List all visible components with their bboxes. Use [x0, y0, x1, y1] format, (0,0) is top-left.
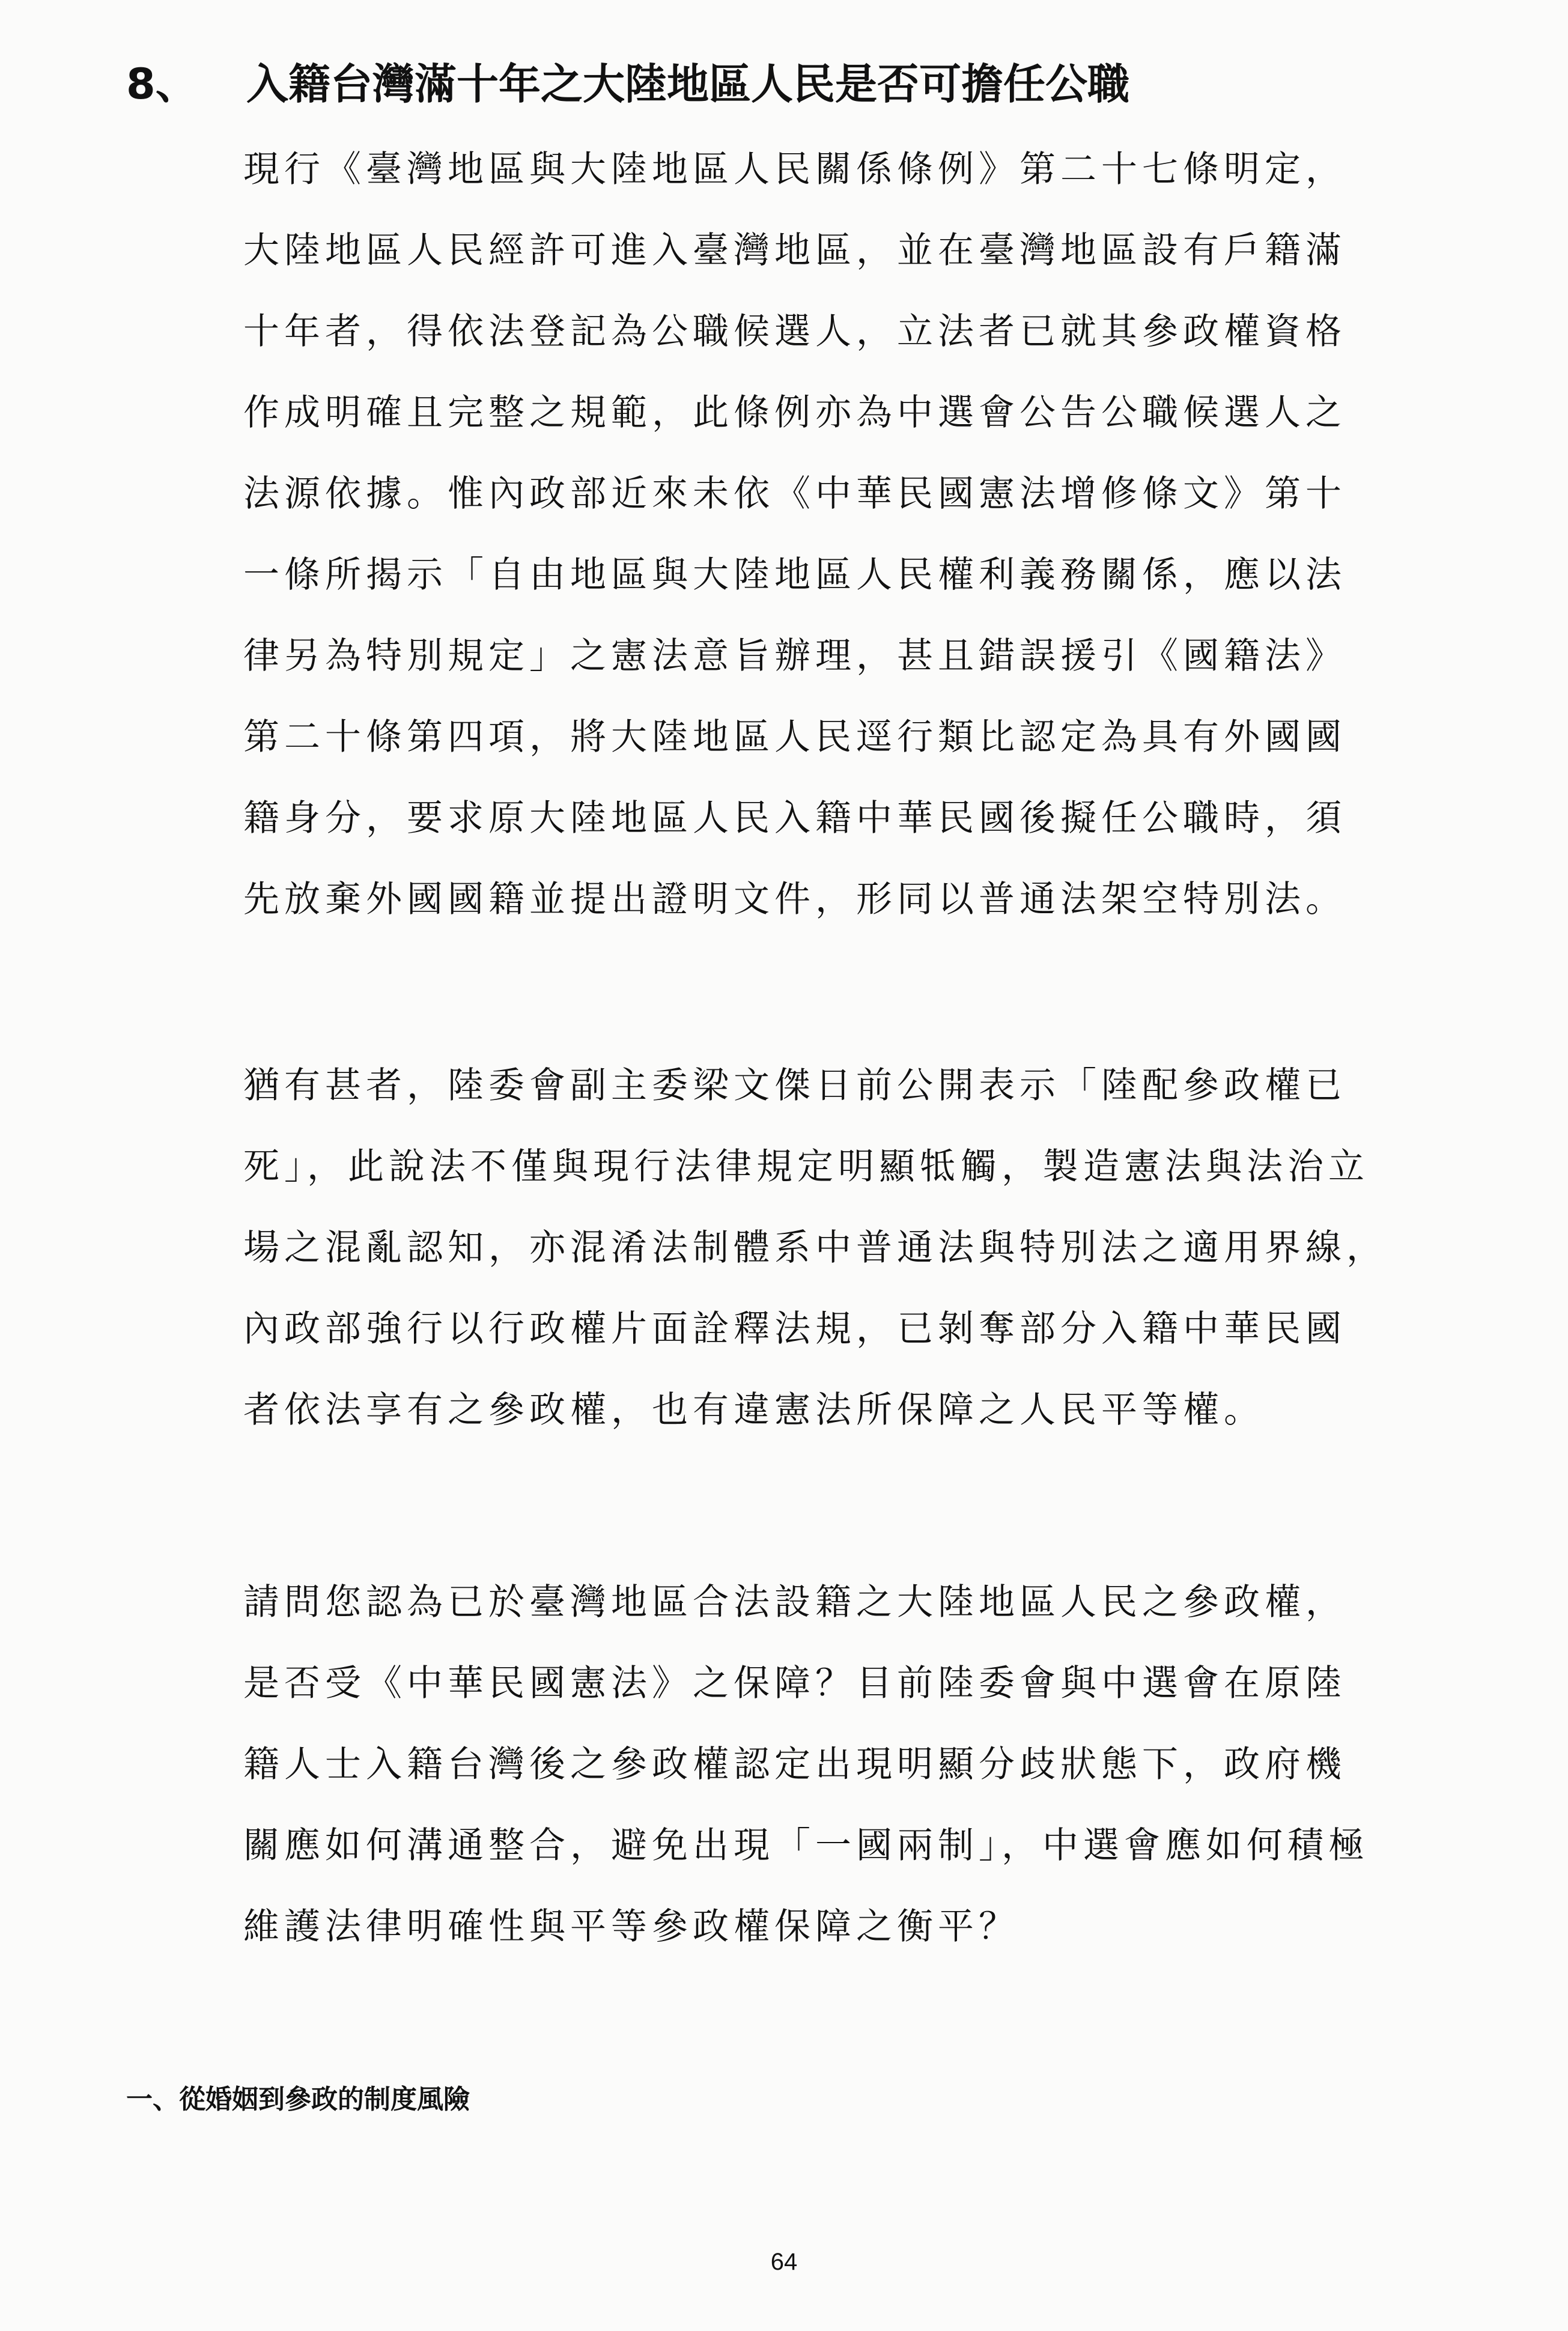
text-line: 法源依據。惟內政部近來未依《中華民國憲法增修條文》第十 [243, 473, 1346, 515]
text-line: 作成明確且完整之規範，此條例亦為中選會公告公職候選人之 [243, 392, 1346, 434]
text-line: 請問您認為已於臺灣地區合法設籍之大陸地區人民之參政權， [243, 1581, 1346, 1623]
text-line: 關應如何溝通整合，避免出現「一國兩制」，中選會應如何積極 [243, 1825, 1369, 1867]
text-line: 死」，此說法不僅與現行法律規定明顯牴觸，製造憲法與法治立 [243, 1146, 1369, 1188]
text-line: 律另為特別規定」之憲法意旨辦理，甚且錯誤援引《國籍法》 [243, 635, 1346, 677]
text-line: 籍身分，要求原大陸地區人民入籍中華民國後擬任公職時，須 [243, 797, 1346, 839]
paragraph-controversy [243, 1045, 1451, 1451]
question-title: 入籍台灣滿十年之大陸地區人民是否可擔任公職 [246, 59, 1129, 109]
text-line: 場之混亂認知，亦混淆法制體系中普通法與特別法之適用界線， [243, 1227, 1387, 1269]
text-line: 十年者，得依法登記為公職候選人，立法者已就其參政權資格 [243, 311, 1346, 353]
section-subheading: 一、從婚姻到參政的制度風險 [126, 2084, 470, 2115]
text-line: 者依法享有之參政權，也有違憲法所保障之人民平等權。 [243, 1389, 1265, 1431]
text-line: 籍人士入籍台灣後之參政權認定出現明顯分歧狀態下，政府機 [243, 1743, 1346, 1785]
text-line: 大陸地區人民經許可進入臺灣地區，並在臺灣地區設有戶籍滿 [243, 229, 1346, 272]
text-line: 一條所揭示「自由地區與大陸地區人民權利義務關係，應以法 [243, 554, 1346, 596]
text-line: 內政部強行以行政權片面詮釋法規，已剝奪部分入籍中華民國 [243, 1308, 1346, 1350]
paragraph-legal-background [243, 129, 1451, 940]
text-line: 先放棄外國國籍並提出證明文件，形同以普通法架空特別法。 [243, 878, 1346, 920]
text-line: 猶有甚者，陸委會副主委梁文傑日前公開表示「陸配參政權已 [243, 1065, 1346, 1107]
text-line: 現行《臺灣地區與大陸地區人民關係條例》第二十七條明定， [243, 148, 1346, 190]
question-number: 8、 [126, 59, 198, 109]
page-number: 64 [770, 2249, 798, 2275]
text-line: 是否受《中華民國憲法》之保障？目前陸委會與中選會在原陸 [243, 1662, 1346, 1704]
question-heading [126, 45, 1508, 123]
text-line: 維護法律明確性與平等參政權保障之衡平？ [243, 1906, 1020, 1948]
paragraph-question [243, 1562, 1451, 1968]
text-line: 第二十條第四項，將大陸地區人民逕行類比認定為具有外國國 [243, 716, 1346, 758]
